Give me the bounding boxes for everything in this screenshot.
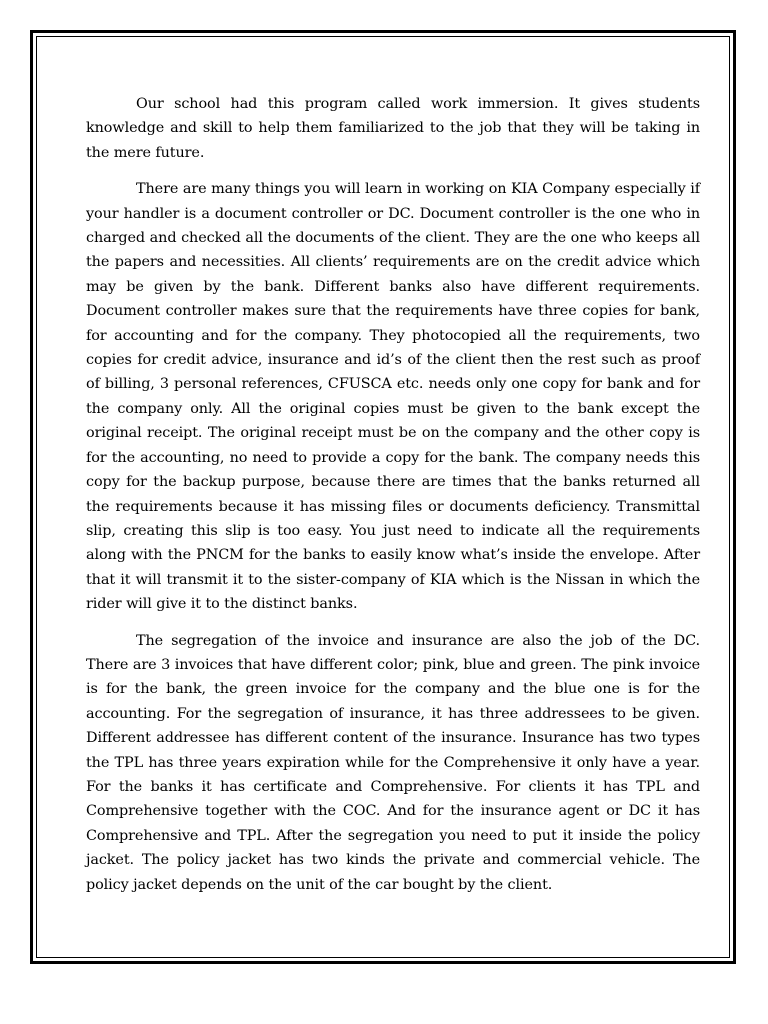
paragraph-2: There are many things you will learn in working on KIA Company especially if your handler is a document controller or DC. Document controller is the one who in charged and checked all the documents of the client. They are the one who keeps all the papers and necessities. All clients’ requirements are on the credit advice which may be given by the bank. Different banks also have different requirements. Document controller makes sure that the requirements have three copies for bank, for accounting and for the company. They photocopied all the requirements, two copies for credit advice, insurance and id’s of the client then the rest such as proof of billing, 3 personal references, CFUSCA etc. needs only one copy for bank and for the company only. All the original copies must be given to the bank except the original receipt. The original receipt must be on the company and the other copy is for the accounting, no need to provide a copy for the bank. The company needs this copy for the backup purpose, because there are times that the banks returned all the requirements because it has missing files or documents deficiency. Transmittal slip, creating this slip is too easy. You just need to indicate all the requirements along with the PNCM for the banks to easily know what’s inside the envelope. After that it will transmit it to the sister-company of KIA which is the Nissan in which the rider will give it to the distinct banks. [86,181,700,613]
paragraph-3: The segregation of the invoice and insurance are also the job of the DC. There are 3 invoices that have different color; pink, blue and green. The pink invoice is for the bank, the green invoice for the company and the blue one is for the accounting. For the segregation of insurance, it has three addressees to be given. Different addressee has different content of the insurance. Insurance has two types the TPL has three years expiration while for the Comprehensive it only have a year. For the banks it has certificate and Comprehensive. For clients it has TPL and Comprehensive together with the COC. And for the insurance agent or DC it has Comprehensive and TPL. After the segregation you need to put it inside the policy jacket. The policy jacket has two kinds the private and commercial vehicle. The policy jacket depends on the unit of the car bought by the client. [86,632,700,893]
document-body [86,92,700,909]
paragraph-1: Our school had this program called work immersion. It gives students knowledge and skill to help them familiarized to the job that they will be taking in the mere future. [86,96,700,161]
